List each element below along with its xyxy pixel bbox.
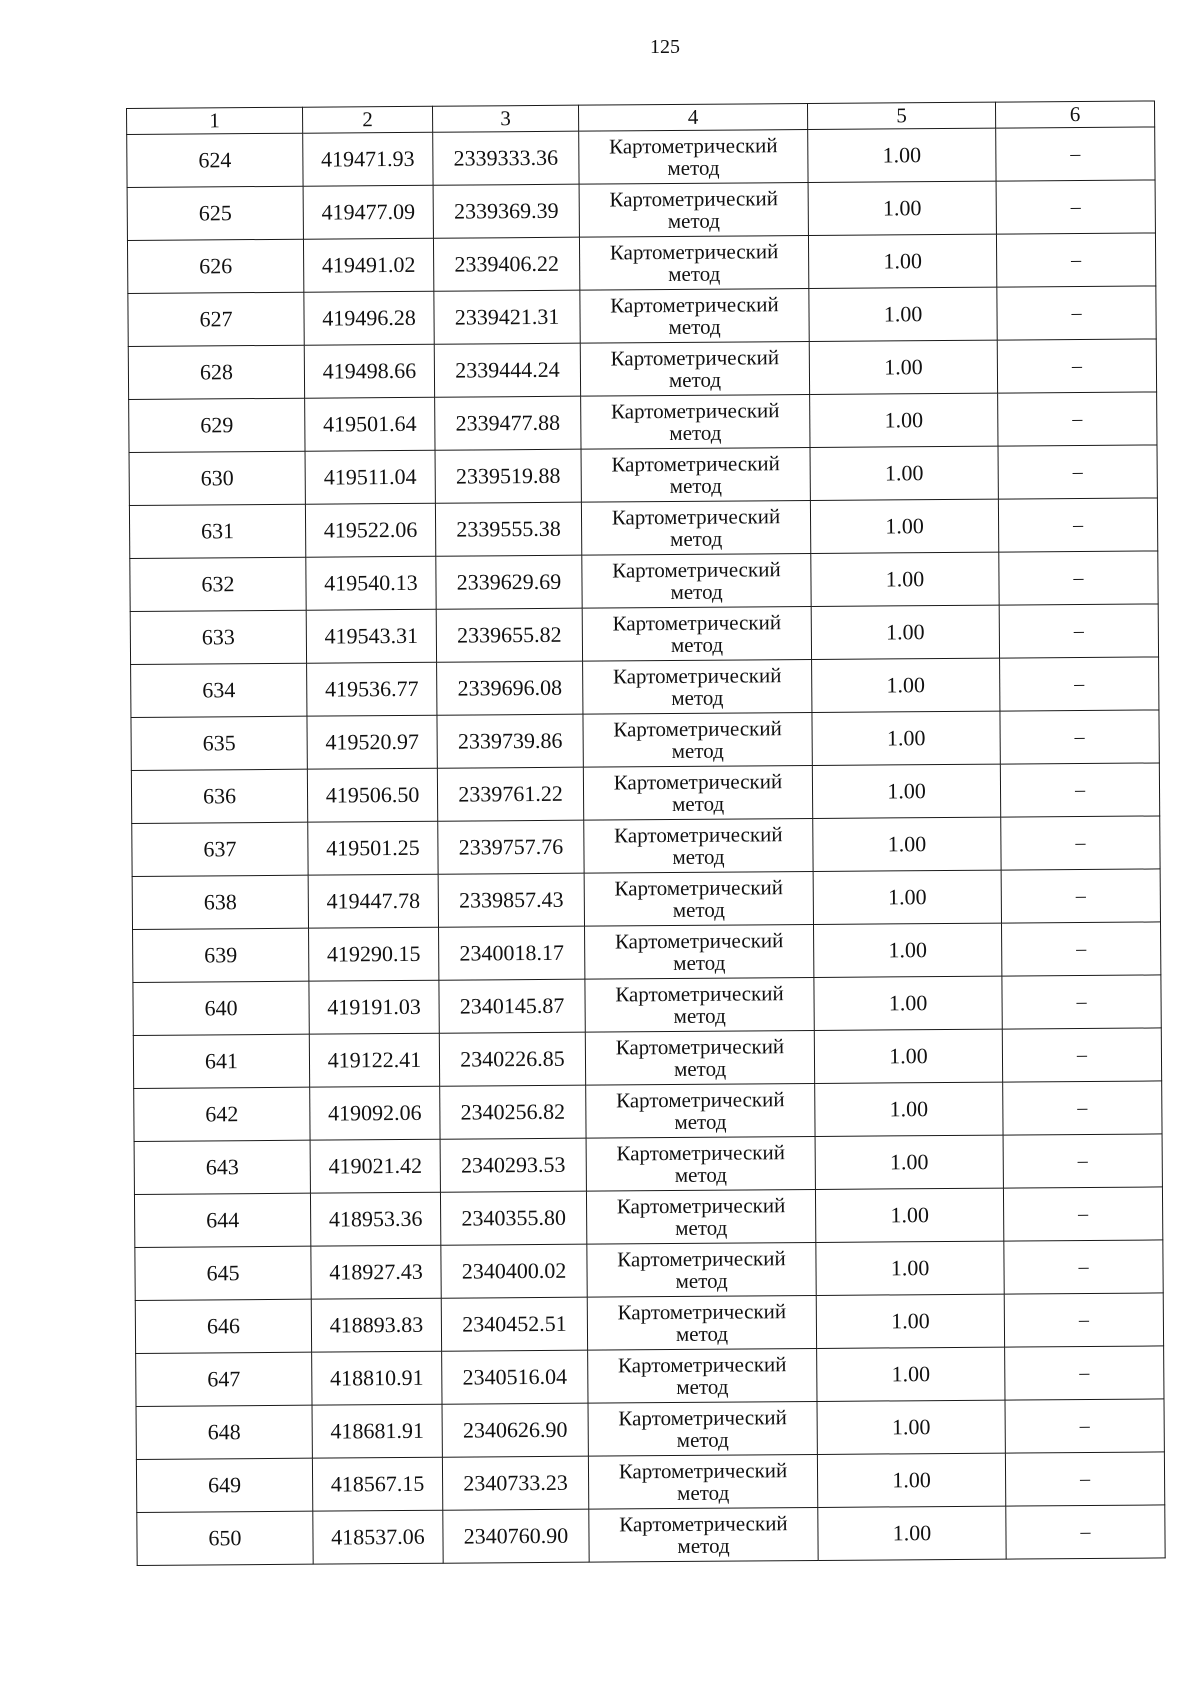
y-coordinate-cell: 2339333.36 <box>433 131 579 185</box>
coordinates-table <box>126 100 1166 1566</box>
table-row <box>134 1081 1162 1142</box>
method-cell <box>587 1242 816 1297</box>
x-coordinate-cell: 418681.91 <box>312 1404 442 1458</box>
point-number-cell: 631 <box>129 504 305 558</box>
y-coordinate-cell: 2340626.90 <box>442 1403 588 1457</box>
point-number-cell: 642 <box>134 1087 310 1141</box>
x-coordinate-cell: 419496.28 <box>304 291 434 345</box>
method-cell <box>582 553 811 608</box>
y-coordinate-cell: 2340226.85 <box>439 1032 585 1086</box>
method-cell <box>589 1507 818 1562</box>
method-line-1: Картометрический <box>610 345 780 371</box>
point-number-cell: 634 <box>131 663 307 717</box>
method-line-1: Картометрический <box>615 981 784 1007</box>
note-cell: – <box>996 233 1155 287</box>
table-row <box>131 657 1159 718</box>
y-coordinate-cell: 2340256.82 <box>440 1085 586 1139</box>
method-line-2: метод <box>670 579 723 605</box>
table-body <box>127 127 1165 1565</box>
method-line-1: Картометрический <box>612 557 781 583</box>
x-coordinate-cell: 419471.93 <box>303 132 433 186</box>
y-coordinate-cell: 2340733.23 <box>442 1456 588 1510</box>
x-coordinate-cell: 419511.04 <box>305 450 435 504</box>
note-cell: – <box>1004 1240 1163 1294</box>
x-coordinate-cell: 419520.97 <box>307 715 437 769</box>
method-cell <box>588 1454 817 1509</box>
method-line-2: метод <box>668 261 721 287</box>
accuracy-cell: 1.00 <box>808 234 996 288</box>
table-row <box>131 710 1159 771</box>
point-number-cell: 626 <box>127 239 303 293</box>
point-number-cell: 640 <box>133 981 309 1035</box>
method-line-2: метод <box>674 1109 727 1135</box>
note-cell: – <box>998 445 1157 499</box>
method-line-2: метод <box>673 1003 726 1029</box>
point-number-cell: 644 <box>134 1193 310 1247</box>
x-coordinate-cell: 419501.25 <box>308 821 438 875</box>
y-coordinate-cell: 2339629.69 <box>436 555 582 609</box>
point-number-cell: 633 <box>130 610 306 664</box>
accuracy-cell: 1.00 <box>814 976 1002 1030</box>
point-number-cell: 650 <box>137 1511 313 1565</box>
y-coordinate-cell: 2339519.88 <box>435 449 581 503</box>
method-line-1: Картометрический <box>616 1140 785 1166</box>
method-cell <box>584 818 813 873</box>
accuracy-cell: 1.00 <box>808 181 996 235</box>
method-cell <box>585 977 814 1032</box>
method-line-2: метод <box>668 314 721 340</box>
method-cell <box>579 183 808 238</box>
method-cell <box>586 1189 815 1244</box>
method-cell <box>581 394 810 449</box>
method-line-1: Картометрический <box>617 1246 786 1272</box>
note-cell: – <box>1005 1346 1164 1400</box>
method-line-1: Картометрический <box>616 1193 786 1219</box>
accuracy-cell: 1.00 <box>810 499 998 553</box>
y-coordinate-cell: 2339696.08 <box>437 661 583 715</box>
y-coordinate-cell: 2340452.51 <box>441 1297 587 1351</box>
method-line-2: метод <box>672 897 726 923</box>
column-header: 4 <box>578 104 807 132</box>
method-line-2: метод <box>673 1056 727 1082</box>
method-line-2: метод <box>675 1215 728 1241</box>
method-line-2: метод <box>669 420 722 446</box>
method-line-1: Картометрический <box>609 186 779 212</box>
method-cell <box>581 447 810 502</box>
table-row <box>129 498 1157 559</box>
method-line-1: Картометрический <box>617 1352 787 1378</box>
table-row <box>135 1293 1163 1354</box>
method-line-1: Картометрический <box>611 451 780 477</box>
note-cell: – <box>1000 657 1159 711</box>
note-cell: – <box>998 498 1157 552</box>
method-line-2: метод <box>671 738 724 764</box>
table-row <box>132 869 1160 930</box>
note-cell: – <box>1001 816 1160 870</box>
method-line-2: метод <box>672 844 725 870</box>
method-cell <box>588 1348 817 1403</box>
note-cell: – <box>1003 1187 1162 1241</box>
point-number-cell: 648 <box>136 1405 312 1459</box>
note-cell: – <box>1004 1293 1163 1347</box>
method-cell <box>586 1083 815 1138</box>
accuracy-cell: 1.00 <box>818 1506 1006 1560</box>
method-line-2: метод <box>675 1268 728 1294</box>
y-coordinate-cell: 2340400.02 <box>441 1244 587 1298</box>
y-coordinate-cell: 2339406.22 <box>433 237 579 291</box>
column-header: 2 <box>302 106 432 133</box>
point-number-cell: 635 <box>131 716 307 770</box>
table-row <box>128 286 1156 347</box>
point-number-cell: 630 <box>129 451 305 505</box>
method-cell <box>586 1136 815 1191</box>
y-coordinate-cell: 2340355.80 <box>440 1191 586 1245</box>
point-number-cell: 636 <box>131 769 307 823</box>
method-line-1: Картометрический <box>613 769 783 795</box>
note-cell: – <box>1005 1399 1164 1453</box>
method-cell <box>588 1401 817 1456</box>
table-row <box>131 763 1159 824</box>
method-line-1: Картометрический <box>613 716 782 742</box>
note-cell: – <box>997 339 1156 393</box>
table-row <box>129 392 1157 453</box>
table-row <box>133 975 1161 1036</box>
note-cell: – <box>1002 975 1161 1029</box>
x-coordinate-cell: 418537.06 <box>313 1510 443 1564</box>
point-number-cell: 643 <box>134 1140 310 1194</box>
note-cell: – <box>1001 922 1160 976</box>
point-number-cell: 646 <box>135 1299 311 1353</box>
x-coordinate-cell: 419506.50 <box>307 768 437 822</box>
table-row <box>133 1028 1161 1089</box>
y-coordinate-cell: 2340293.53 <box>440 1138 586 1192</box>
y-coordinate-cell: 2339421.31 <box>434 290 580 344</box>
method-line-2: метод <box>677 1533 730 1558</box>
accuracy-cell: 1.00 <box>814 923 1002 977</box>
y-coordinate-cell: 2340516.04 <box>442 1350 588 1404</box>
accuracy-cell: 1.00 <box>812 658 1000 712</box>
method-line-2: метод <box>671 791 725 817</box>
note-cell: – <box>1003 1134 1162 1188</box>
accuracy-cell: 1.00 <box>811 552 999 606</box>
point-number-cell: 639 <box>133 928 309 982</box>
table-row <box>129 445 1157 506</box>
method-line-1: Картометрический <box>615 1087 785 1113</box>
x-coordinate-cell: 419122.41 <box>309 1033 439 1087</box>
point-number-cell: 647 <box>136 1352 312 1406</box>
y-coordinate-cell: 2339555.38 <box>435 502 581 556</box>
note-cell: – <box>997 286 1156 340</box>
accuracy-cell: 1.00 <box>815 1188 1003 1242</box>
method-line-2: метод <box>676 1374 729 1399</box>
table-row <box>134 1187 1162 1248</box>
point-number-cell: 649 <box>136 1458 312 1512</box>
x-coordinate-cell: 419543.31 <box>306 609 436 663</box>
method-cell <box>580 341 809 396</box>
note-cell: – <box>996 127 1155 181</box>
accuracy-cell: 1.00 <box>817 1400 1005 1454</box>
x-coordinate-cell: 419536.77 <box>307 662 437 716</box>
note-cell: – <box>1001 869 1160 923</box>
note-cell: – <box>1005 1452 1164 1506</box>
point-number-cell: 632 <box>130 557 306 611</box>
method-line-2: метод <box>669 473 722 499</box>
note-cell: – <box>1000 763 1159 817</box>
method-line-2: метод <box>673 950 726 976</box>
table-row <box>136 1452 1164 1513</box>
y-coordinate-cell: 2340018.17 <box>439 926 585 980</box>
x-coordinate-cell: 419477.09 <box>303 185 433 239</box>
accuracy-cell: 1.00 <box>817 1347 1005 1401</box>
accuracy-cell: 1.00 <box>814 1029 1002 1083</box>
x-coordinate-cell: 418893.83 <box>311 1298 441 1352</box>
table-row <box>137 1505 1165 1566</box>
x-coordinate-cell: 419092.06 <box>310 1086 440 1140</box>
table-row <box>135 1240 1163 1301</box>
method-line-1: Картометрический <box>612 663 782 689</box>
x-coordinate-cell: 419491.02 <box>303 238 433 292</box>
accuracy-cell: 1.00 <box>813 817 1001 871</box>
accuracy-cell: 1.00 <box>815 1082 1003 1136</box>
method-line-1: Картометрический <box>614 822 783 848</box>
table-row <box>127 127 1155 188</box>
method-line-1: Картометрический <box>619 1511 788 1537</box>
method-cell <box>581 500 810 555</box>
table-row <box>130 551 1158 612</box>
table-row <box>127 180 1155 241</box>
method-line-2: метод <box>676 1427 729 1452</box>
table-row <box>136 1399 1164 1460</box>
method-line-1: Картометрический <box>612 610 782 636</box>
method-cell <box>585 1030 814 1085</box>
x-coordinate-cell: 418953.36 <box>310 1192 440 1246</box>
y-coordinate-cell: 2340145.87 <box>439 979 585 1033</box>
method-line-1: Картометрический <box>618 1405 787 1431</box>
point-number-cell: 629 <box>129 398 305 452</box>
method-line-1: Картометрический <box>617 1299 787 1325</box>
y-coordinate-cell: 2340760.90 <box>443 1509 589 1563</box>
x-coordinate-cell: 419522.06 <box>305 503 435 557</box>
accuracy-cell: 1.00 <box>811 605 999 659</box>
method-cell <box>584 871 813 926</box>
coordinates-table-container <box>126 100 1165 1565</box>
note-cell: – <box>1003 1081 1162 1135</box>
accuracy-cell: 1.00 <box>810 393 998 447</box>
note-cell: – <box>999 551 1158 605</box>
x-coordinate-cell: 419447.78 <box>308 874 438 928</box>
y-coordinate-cell: 2339369.39 <box>433 184 579 238</box>
method-line-1: Картометрический <box>608 133 778 159</box>
column-header: 5 <box>807 102 995 129</box>
accuracy-cell: 1.00 <box>809 340 997 394</box>
method-line-2: метод <box>671 685 724 711</box>
accuracy-cell: 1.00 <box>816 1294 1004 1348</box>
table-row <box>134 1134 1162 1195</box>
accuracy-cell: 1.00 <box>815 1135 1003 1189</box>
x-coordinate-cell: 419498.66 <box>304 344 434 398</box>
x-coordinate-cell: 418810.91 <box>312 1351 442 1405</box>
y-coordinate-cell: 2339757.76 <box>438 820 584 874</box>
accuracy-cell: 1.00 <box>813 870 1001 924</box>
table-row <box>127 233 1155 294</box>
note-cell: – <box>1000 710 1159 764</box>
point-number-cell: 624 <box>127 133 303 187</box>
accuracy-cell: 1.00 <box>812 764 1000 818</box>
method-cell <box>582 606 811 661</box>
method-line-1: Картометрический <box>614 928 784 954</box>
x-coordinate-cell: 419540.13 <box>306 556 436 610</box>
method-cell <box>579 130 808 185</box>
x-coordinate-cell: 418927.43 <box>311 1245 441 1299</box>
method-cell <box>587 1295 816 1350</box>
point-number-cell: 645 <box>135 1246 311 1300</box>
method-line-2: метод <box>668 367 722 393</box>
method-cell <box>580 288 809 343</box>
point-number-cell: 628 <box>128 345 304 399</box>
point-number-cell: 637 <box>132 822 308 876</box>
method-line-1: Картометрический <box>610 292 779 318</box>
method-cell <box>583 765 812 820</box>
point-number-cell: 641 <box>133 1034 309 1088</box>
method-line-1: Картометрический <box>618 1458 788 1484</box>
y-coordinate-cell: 2339739.86 <box>437 714 583 768</box>
method-line-2: метод <box>675 1321 729 1347</box>
y-coordinate-cell: 2339857.43 <box>438 873 584 927</box>
note-cell: – <box>996 180 1155 234</box>
accuracy-cell: 1.00 <box>809 287 997 341</box>
method-cell <box>583 712 812 767</box>
y-coordinate-cell: 2339444.24 <box>434 343 580 397</box>
y-coordinate-cell: 2339655.82 <box>436 608 582 662</box>
point-number-cell: 638 <box>132 875 308 929</box>
method-cell <box>583 659 812 714</box>
x-coordinate-cell: 418567.15 <box>312 1457 442 1511</box>
method-line-1: Картометрический <box>609 239 779 265</box>
note-cell: – <box>1006 1505 1165 1559</box>
accuracy-cell: 1.00 <box>812 711 1000 765</box>
y-coordinate-cell: 2339761.22 <box>437 767 583 821</box>
column-header: 3 <box>432 105 578 132</box>
table-row <box>133 922 1161 983</box>
method-cell <box>579 236 808 291</box>
method-line-2: метод <box>667 155 720 181</box>
page-number: 125 <box>650 36 680 58</box>
point-number-cell: 625 <box>127 186 303 240</box>
x-coordinate-cell: 419501.64 <box>305 397 435 451</box>
method-line-1: Картометрический <box>615 1034 785 1060</box>
accuracy-cell: 1.00 <box>808 128 996 182</box>
method-line-2: метод <box>670 632 724 658</box>
column-header: 6 <box>995 101 1154 128</box>
method-line-2: метод <box>670 526 723 552</box>
table-row <box>128 339 1156 400</box>
method-line-1: Картометрический <box>611 504 781 530</box>
note-cell: – <box>998 392 1157 446</box>
x-coordinate-cell: 419290.15 <box>309 927 439 981</box>
x-coordinate-cell: 419191.03 <box>309 980 439 1034</box>
note-cell: – <box>999 604 1158 658</box>
method-line-2: метод <box>667 208 720 234</box>
note-cell: – <box>1002 1028 1161 1082</box>
method-line-2: метод <box>674 1162 727 1188</box>
method-line-1: Картометрический <box>614 875 784 901</box>
y-coordinate-cell: 2339477.88 <box>435 396 581 450</box>
column-header: 1 <box>127 107 303 134</box>
accuracy-cell: 1.00 <box>817 1453 1005 1507</box>
point-number-cell: 627 <box>128 292 304 346</box>
method-line-1: Картометрический <box>610 398 780 424</box>
method-cell <box>585 924 814 979</box>
method-line-2: метод <box>677 1480 730 1505</box>
table-row <box>130 604 1158 665</box>
table-row <box>136 1346 1164 1407</box>
accuracy-cell: 1.00 <box>816 1241 1004 1295</box>
accuracy-cell: 1.00 <box>810 446 998 500</box>
table-row <box>132 816 1160 877</box>
x-coordinate-cell: 419021.42 <box>310 1139 440 1193</box>
